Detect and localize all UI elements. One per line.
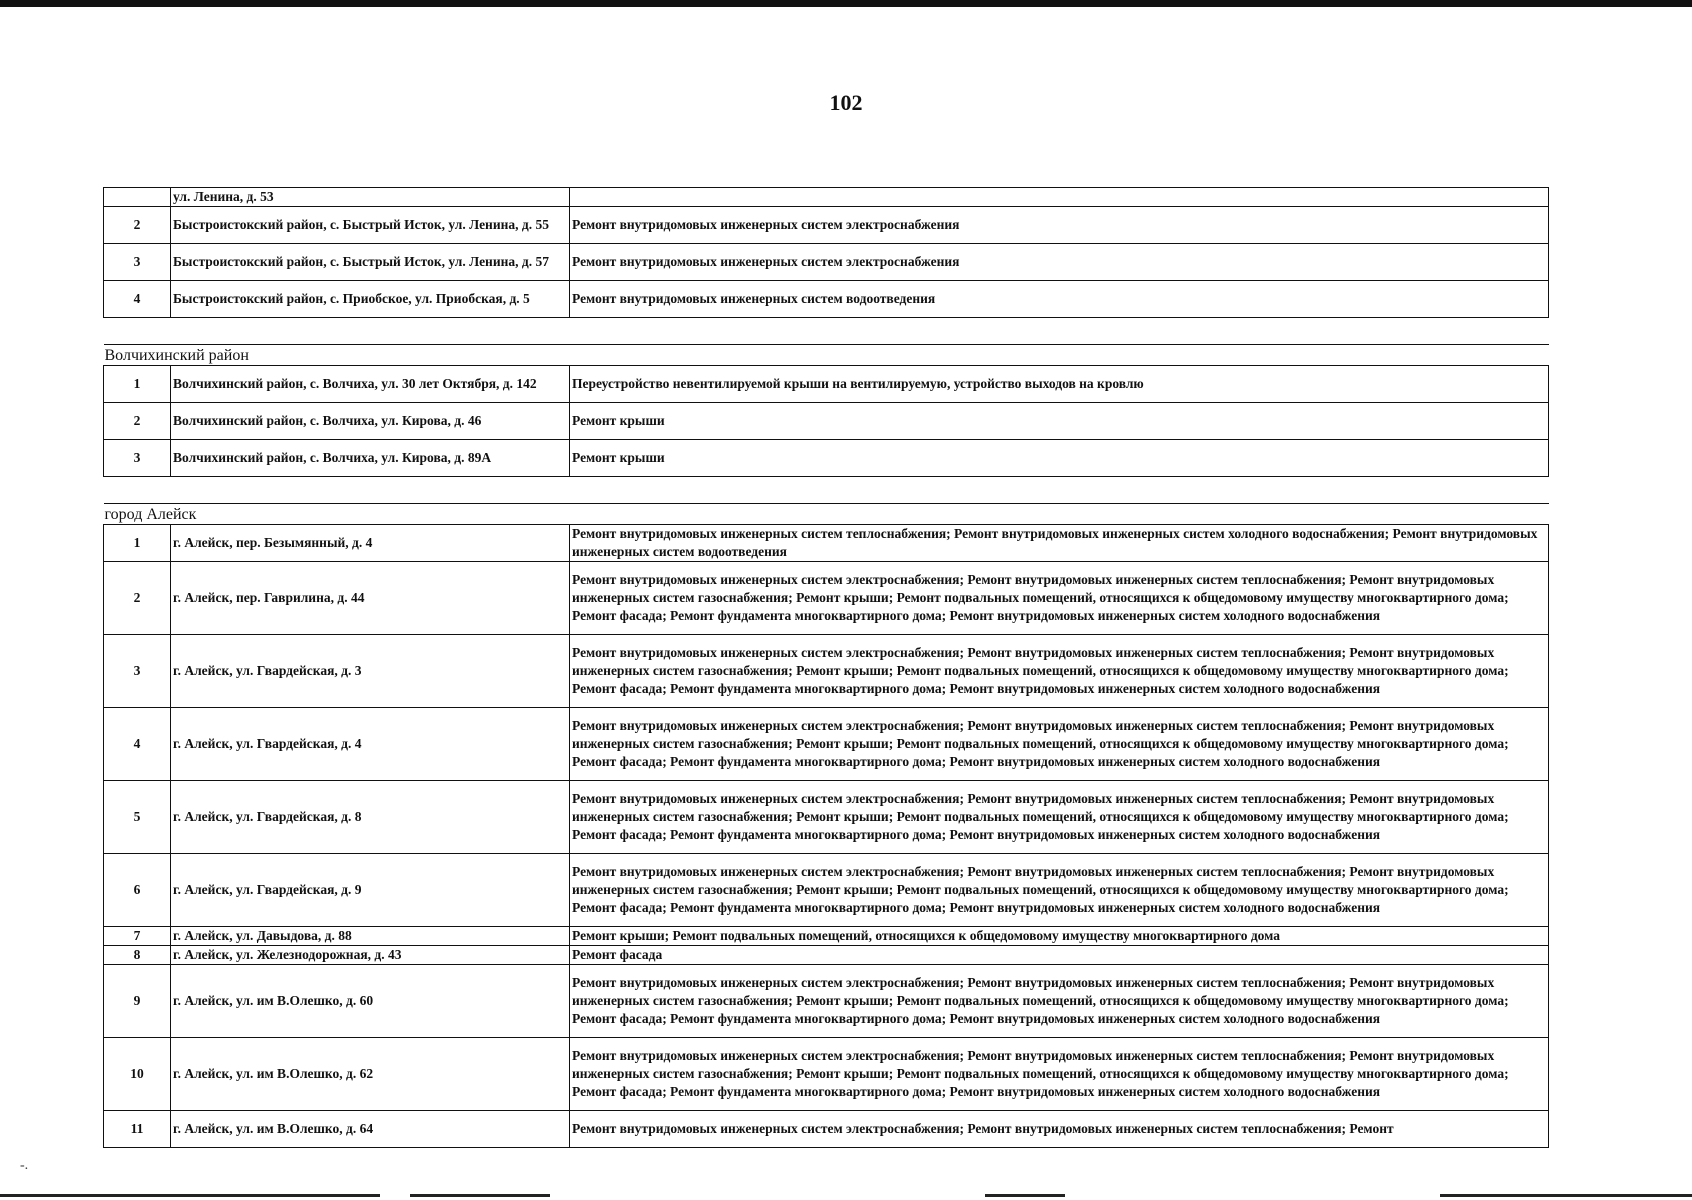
row-work: Ремонт внутридомовых инженерных систем электроснабжения; Ремонт внутридомовых инженерных систем теплоснабжения; Ремонт внутридомовых инженерных систем газоснабжения; Ремонт крыши; Ремонт подвальных помещений, относящихся к общедомовому имуществу многоквартирного дома; Ремонт фасада; Ремонт фундамента многоквартирного дома; Ремонт внутридомовых инженерных систем холодного водоснабжения (570, 562, 1549, 635)
row-work: Ремонт внутридомовых инженерных систем электроснабжения; Ремонт внутридомовых инженерных систем теплоснабжения; Ремонт внутридомовых инженерных систем газоснабжения; Ремонт крыши; Ремонт подвальных помещений, относящихся к общедомовому имуществу многоквартирного дома; Ремонт фасада; Ремонт фундамента многоквартирного дома; Ремонт внутридомовых инженерных систем холодного водоснабжения (570, 781, 1549, 854)
table-row (104, 244, 1549, 281)
row-address: Быстроистокский район, с. Быстрый Исток, ул. Ленина, д. 57 (171, 244, 570, 281)
table-body (104, 188, 1549, 1148)
table-row (104, 1111, 1549, 1148)
section-title: Волчихинский район (104, 345, 1549, 366)
row-work: Ремонт внутридомовых инженерных систем электроснабжения; Ремонт внутридомовых инженерных систем теплоснабжения; Ремонт внутридомовых инженерных систем газоснабжения; Ремонт крыши; Ремонт подвальных помещений, относящихся к общедомовому имуществу многоквартирного дома; Ремонт фасада; Ремонт фундамента многоквартирного дома; Ремонт внутридомовых инженерных систем холодного водоснабжения (570, 965, 1549, 1038)
page-number: 102 (829, 90, 863, 115)
section-heading-row (104, 345, 1549, 366)
spacer-cell (104, 477, 1549, 504)
row-work: Ремонт внутридомовых инженерных систем электроснабжения; Ремонт внутридомовых инженерных систем теплоснабжения; Ремонт внутридомовых инженерных систем газоснабжения; Ремонт крыши; Ремонт подвальных помещений, относящихся к общедомовому имуществу многоквартирного дома; Ремонт фасада; Ремонт фундамента многоквартирного дома; Ремонт внутридомовых инженерных систем холодного водоснабжения (570, 708, 1549, 781)
row-number: 10 (104, 1038, 171, 1111)
table-row (104, 946, 1549, 965)
row-work: Ремонт внутридомовых инженерных систем электроснабжения (570, 207, 1549, 244)
row-work: Ремонт внутридомовых инженерных систем электроснабжения (570, 244, 1549, 281)
row-address: ул. Ленина, д. 53 (171, 188, 570, 207)
row-work: Ремонт крыши (570, 403, 1549, 440)
row-number: 4 (104, 708, 171, 781)
row-number: 2 (104, 403, 171, 440)
row-address: г. Алейск, ул. Гвардейская, д. 4 (171, 708, 570, 781)
table-row (104, 965, 1549, 1038)
row-number: 5 (104, 781, 171, 854)
row-address: г. Алейск, ул. Гвардейская, д. 8 (171, 781, 570, 854)
row-work: Ремонт внутридомовых инженерных систем теплоснабжения; Ремонт внутридомовых инженерных систем холодного водоснабжения; Ремонт внутридомовых инженерных систем водоотведения (570, 525, 1549, 562)
table-row (104, 366, 1549, 403)
row-number: 2 (104, 207, 171, 244)
row-address: г. Алейск, ул. Гвардейская, д. 3 (171, 635, 570, 708)
table-row (104, 1038, 1549, 1111)
row-number: 2 (104, 562, 171, 635)
row-address: Волчихинский район, с. Волчиха, ул. 30 лет Октября, д. 142 (171, 366, 570, 403)
row-address: г. Алейск, пер. Безымянный, д. 4 (171, 525, 570, 562)
section-spacer (104, 318, 1549, 345)
top-border-rule (0, 0, 1692, 7)
row-address: г. Алейск, пер. Гаврилина, д. 44 (171, 562, 570, 635)
row-number (104, 188, 171, 207)
row-work: Ремонт крыши (570, 440, 1549, 477)
row-address: Волчихинский район, с. Волчиха, ул. Кирова, д. 89А (171, 440, 570, 477)
section-title: город Алейск (104, 504, 1549, 525)
bottom-border-rule (0, 1194, 1692, 1200)
row-address: г. Алейск, ул. Гвардейская, д. 9 (171, 854, 570, 927)
row-address: г. Алейск, ул. им В.Олешко, д. 62 (171, 1038, 570, 1111)
table-row (104, 635, 1549, 708)
spacer-cell (104, 318, 1549, 345)
row-work: Ремонт внутридомовых инженерных систем водоотведения (570, 281, 1549, 318)
row-address: г. Алейск, ул. Давыдова, д. 88 (171, 927, 570, 946)
row-work: Ремонт внутридомовых инженерных систем электроснабжения; Ремонт внутридомовых инженерных систем теплоснабжения; Ремонт внутридомовых инженерных систем газоснабжения; Ремонт крыши; Ремонт подвальных помещений, относящихся к общедомовому имуществу многоквартирного дома; Ремонт фасада; Ремонт фундамента многоквартирного дома; Ремонт внутридомовых инженерных систем холодного водоснабжения (570, 1038, 1549, 1111)
row-number: 3 (104, 244, 171, 281)
row-address: Быстроистокский район, с. Приобское, ул. Приобская, д. 5 (171, 281, 570, 318)
row-work (570, 188, 1549, 207)
row-number: 8 (104, 946, 171, 965)
table-row (104, 927, 1549, 946)
table-row (104, 708, 1549, 781)
section-heading-row (104, 504, 1549, 525)
row-number: 6 (104, 854, 171, 927)
row-number: 9 (104, 965, 171, 1038)
row-number: 7 (104, 927, 171, 946)
table-row (104, 525, 1549, 562)
row-address: Быстроистокский район, с. Быстрый Исток, ул. Ленина, д. 55 (171, 207, 570, 244)
scan-mark: -. (20, 1158, 29, 1173)
table-row (104, 854, 1549, 927)
table-row (104, 562, 1549, 635)
row-number: 3 (104, 440, 171, 477)
section-spacer (104, 477, 1549, 504)
row-number: 4 (104, 281, 171, 318)
row-address: г. Алейск, ул. им В.Олешко, д. 64 (171, 1111, 570, 1148)
row-address: Волчихинский район, с. Волчиха, ул. Кирова, д. 46 (171, 403, 570, 440)
repair-works-table (103, 187, 1549, 1148)
row-number: 11 (104, 1111, 171, 1148)
table-row (104, 403, 1549, 440)
row-work: Переустройство невентилируемой крыши на вентилируемую, устройство выходов на кровлю (570, 366, 1549, 403)
row-number: 1 (104, 366, 171, 403)
table-row (104, 440, 1549, 477)
row-work: Ремонт фасада (570, 946, 1549, 965)
table-row (104, 781, 1549, 854)
row-work: Ремонт внутридомовых инженерных систем электроснабжения; Ремонт внутридомовых инженерных систем теплоснабжения; Ремонт внутридомовых инженерных систем газоснабжения; Ремонт крыши; Ремонт подвальных помещений, относящихся к общедомовому имуществу многоквартирного дома; Ремонт фасада; Ремонт фундамента многоквартирного дома; Ремонт внутридомовых инженерных систем холодного водоснабжения (570, 854, 1549, 927)
row-number: 1 (104, 525, 171, 562)
table-row (104, 207, 1549, 244)
row-number: 3 (104, 635, 171, 708)
row-address: г. Алейск, ул. им В.Олешко, д. 60 (171, 965, 570, 1038)
table-row (104, 281, 1549, 318)
row-work: Ремонт внутридомовых инженерных систем электроснабжения; Ремонт внутридомовых инженерных систем теплоснабжения; Ремонт внутридомовых инженерных систем газоснабжения; Ремонт крыши; Ремонт подвальных помещений, относящихся к общедомовому имуществу многоквартирного дома; Ремонт фасада; Ремонт фундамента многоквартирного дома; Ремонт внутридомовых инженерных систем холодного водоснабжения (570, 635, 1549, 708)
row-work: Ремонт крыши; Ремонт подвальных помещений, относящихся к общедомовому имуществу многоквартирного дома (570, 927, 1549, 946)
row-work: Ремонт внутридомовых инженерных систем электроснабжения; Ремонт внутридомовых инженерных систем теплоснабжения; Ремонт (570, 1111, 1549, 1148)
row-address: г. Алейск, ул. Железнодорожная, д. 43 (171, 946, 570, 965)
table-row (104, 188, 1549, 207)
